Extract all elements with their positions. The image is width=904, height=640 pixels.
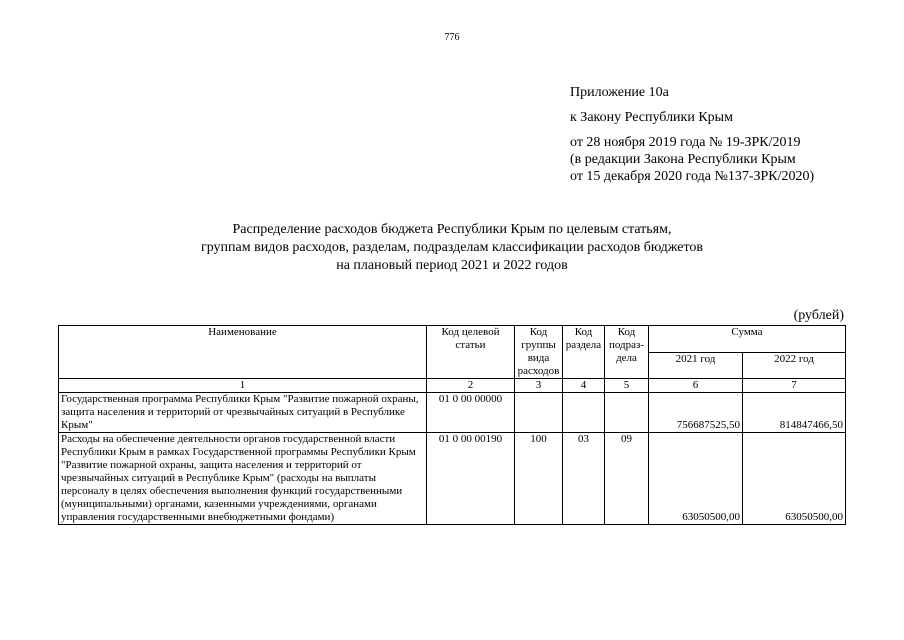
column-number-row	[59, 379, 846, 393]
row-sum-2021: 63050500,00	[649, 433, 743, 525]
row-subsection-code: 09	[605, 433, 649, 525]
column-number: 7	[743, 379, 846, 393]
appendix-title: Приложение 10а	[570, 85, 669, 100]
row-name: Расходы на обеспечение деятельности органов государственной власти Республики Крым в рамках Государственной программы Республики Крым "Развитие пожарной охраны, защита населения и территорий от чрезвычайных ситуаций в Республике Крым" (расходы на выплаты персоналу в целях обеспечения выполнения функций государственными (муниципальными) органами, казенными учреждениями, органами управления государственными внебюджетными фондами)	[59, 433, 427, 525]
column-number: 5	[605, 379, 649, 393]
column-number: 4	[563, 379, 605, 393]
row-sum-2021: 756687525,50	[649, 393, 743, 433]
units-label: (рублей)	[793, 308, 844, 323]
appendix-law-reference: к Закону Республики Крым	[570, 110, 733, 125]
row-section-code	[563, 393, 605, 433]
header-row-1	[59, 326, 846, 353]
row-group-code	[515, 393, 563, 433]
column-number: 6	[649, 379, 743, 393]
header-year-2021: 2021 год	[649, 352, 743, 379]
title-line-2: группам видов расходов, разделам, подразделам классификации расходов бюджетов	[200, 240, 704, 255]
row-target-code: 01 0 00 00000	[427, 393, 515, 433]
title-line-1: Распределение расходов бюджета Республики Крым по целевым статьям,	[232, 222, 672, 237]
column-number: 1	[59, 379, 427, 393]
title-line-3: на плановый период 2021 и 2022 годов	[336, 258, 568, 273]
header-subsection-code: Код подраз-дела	[605, 326, 649, 379]
header-group-code: Код группы вида расходов	[515, 326, 563, 379]
appendix-revision-date: от 15 декабря 2020 года №137-ЗРК/2020)	[570, 169, 815, 184]
row-target-code: 01 0 00 00190	[427, 433, 515, 525]
appendix-revision-line: (в редакции Закона Республики Крым	[570, 152, 796, 167]
budget-table	[58, 325, 846, 525]
document-title	[0, 221, 904, 275]
column-number: 2	[427, 379, 515, 393]
header-name: Наименование	[59, 326, 427, 379]
header-year-2022: 2022 год	[743, 352, 846, 379]
header-sum: Сумма	[649, 326, 846, 353]
column-number: 3	[515, 379, 563, 393]
row-section-code: 03	[563, 433, 605, 525]
table-row	[59, 433, 846, 525]
table-row	[59, 393, 846, 433]
row-sum-2022: 814847466,50	[743, 393, 846, 433]
header-section-code: Код раздела	[563, 326, 605, 379]
row-group-code: 100	[515, 433, 563, 525]
appendix-law-date: от 28 ноября 2019 года № 19-ЗРК/2019	[570, 135, 801, 150]
page-number: 776	[444, 32, 460, 43]
row-subsection-code	[605, 393, 649, 433]
row-sum-2022: 63050500,00	[743, 433, 846, 525]
row-name: Государственная программа Республики Крым "Развитие пожарной охраны, защита населения и территорий от чрезвычайных ситуаций в Республике Крым"	[59, 393, 427, 433]
header-target-code: Код целевой статьи	[427, 326, 515, 379]
appendix-block	[570, 84, 814, 185]
